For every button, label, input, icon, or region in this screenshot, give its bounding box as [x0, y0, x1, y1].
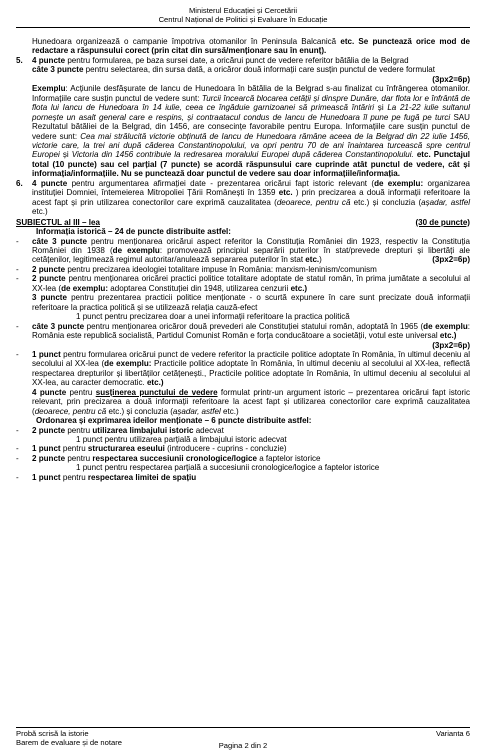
item-6-conclusion-words: așadar, astfel	[421, 197, 471, 207]
ordering-1-partial: 1 punct pentru utilizarea parțială a limbajului istoric adecvat	[76, 435, 287, 445]
intro-paragraph	[16, 37, 470, 56]
example-conj-1: și	[374, 103, 388, 113]
item-6-points: 4 puncte	[32, 178, 68, 188]
example-label: Exemplu	[32, 84, 66, 94]
ordering-3-text: pentru	[65, 453, 93, 463]
criterion-1-etc: etc.	[305, 255, 320, 265]
criterion-6-text: pentru formularea oricărui punct de vedere referitor la practicile politice adoptate în România, în ultimul deceniu al secolului al XX-lea (	[32, 349, 470, 369]
criterion-6	[16, 350, 470, 388]
bullet-dash: -	[16, 264, 19, 274]
item-5-score: (3px2=6p)	[432, 74, 470, 84]
intro-bold: etc. Se punctează orice mod de redactare a răspunsului corect (prin citat din sursă/menționare sau în enunț).	[32, 37, 470, 56]
bullet-dash: -	[16, 349, 19, 359]
subject-3-header	[16, 218, 470, 227]
item-6	[16, 179, 470, 217]
example-text: : Acțiunile desfășurate de Iancu de Hunedoara în bătălia de la Belgrad s-au finalizat cu înfrângerea otomanilor. Informațiile care susțin punctul de vedere sunt:	[32, 84, 470, 103]
criterion-5-etc: etc.)	[439, 331, 457, 341]
criterion-1-text-2: : promovează principiul separării puterilor în stat/prevede drepturi și libertăți ale cetățenilor, legitimează regimul autoritar/anulează separarea puterilor în stat	[32, 245, 470, 265]
example-quote-1: Turcii încearcă blocarea cetății și dinspre Dunăre, dar flota lor e înfrântă de flota lui Iancu de Hunedoara în 14 iulie, ceea ce îngăduie garnizoanei să primească întăriri	[32, 93, 470, 113]
criterion-1-example-label: de exemplu	[112, 245, 160, 255]
intro-text: Hunedoara organizează o campanie împotriva otomanilor în Peninsula Balcanică	[32, 37, 341, 46]
ordering-3	[16, 454, 470, 463]
criterion-4	[16, 293, 470, 312]
criterion-1-close: )	[319, 255, 322, 265]
criterion-3-text: pentru menționarea oricărei practici politice totalitare adoptate de statul român, în prima jumătate a secolului al XX-lea (	[32, 274, 470, 293]
subject-3-title: SUBIECTUL al III – lea	[16, 217, 100, 227]
ordering-3-key: respectarea succesiunii cronologice/logice	[92, 453, 257, 463]
item-5-points-2: câte 3 puncte	[32, 65, 84, 75]
criterion-1-score: (3px2=6p)	[432, 255, 470, 265]
item-6-text: pentru argumentarea afirmației date - prezentarea oricărui fapt istoric relevant (	[67, 178, 375, 188]
example-text-2: SAU Rezultatul bătăliei de la Belgrad, din 1456, are consecințe favorabile pentru Europa. Informațiile care susțin punctul de vedere sunt:	[32, 112, 470, 141]
criterion-1-text: pentru menționarea oricărui aspect referitor la Constituția României din 1923, respectiv la Constituția României din 1938 (	[32, 236, 470, 255]
ordering-4-points: 1 punct	[32, 472, 61, 482]
item-5-number: 5.	[16, 55, 23, 65]
bullet-dash: -	[16, 453, 19, 463]
criterion-7-text-4: etc.)	[220, 406, 239, 416]
ordering-2-text: pentru	[60, 444, 88, 454]
item-6-text-5: etc.)	[32, 207, 48, 217]
ordering-1	[16, 426, 470, 435]
criterion-3-text-2: adoptarea Constituției din 1948, utilizarea cenzurii	[108, 283, 291, 293]
subject-3-points: (30 de puncte)	[415, 217, 470, 227]
criterion-4-points: 3 puncte	[32, 293, 67, 303]
criterion-4-text: pentru prezentarea practicii politice menționate - o scurtă expunere în care sunt precizate două informații referitoare la practica politică și se utilizează relația cauză-efect	[32, 293, 470, 312]
criterion-3-example-label: de exemplu:	[61, 283, 109, 293]
criterion-6-etc: etc.)	[146, 378, 164, 388]
document-header	[0, 6, 486, 24]
item-6-connectors: deoarece, pentru că	[276, 197, 351, 207]
ordering-1-text: pentru	[65, 425, 93, 435]
criterion-7-points: 4 puncte	[32, 387, 67, 397]
criterion-7-conclusion-words: așadar, astfel	[172, 406, 221, 416]
ordering-1-key: utilizarea limbajului istoric	[92, 425, 194, 435]
criterion-5-example-label: de exemplu	[423, 321, 468, 331]
criterion-2	[16, 265, 470, 274]
item-6-number: 6.	[16, 178, 23, 188]
ordering-2-key: structurarea eseului	[87, 444, 165, 454]
ordering-2	[16, 444, 470, 453]
item-6-text-4: etc.) și concluzia (	[350, 197, 422, 207]
ordering-4	[16, 473, 470, 482]
footer-variant: Varianta 6	[435, 729, 470, 738]
criterion-1-points: câte 3 puncte	[32, 236, 87, 246]
criterion-7	[16, 388, 470, 416]
example-conj-2: și	[59, 150, 72, 160]
ordering-4-text: pentru	[60, 472, 88, 482]
ordering-2-points: 1 punct	[32, 444, 61, 454]
ordering-2-text-2: (introducere - cuprins - concluzie)	[164, 444, 287, 454]
item-6-etc: etc.	[278, 188, 293, 198]
footer-doc-type: Barem de evaluare și de notare	[16, 738, 122, 748]
item-5-text-2: pentru selectarea, din sursa dată, a oricăror două informații care susțin punctul de vedere formulat	[83, 65, 436, 75]
criterion-5-points: câte 3 puncte	[32, 321, 85, 331]
criterion-6-example-label: de exemplu:	[104, 359, 152, 369]
criterion-5-score: (3px2=6p)	[432, 340, 470, 350]
item-6-example-label: de exemplu:	[374, 178, 424, 188]
criterion-2-text: pentru precizarea ideologiei totalitare impuse în România: marxism-leninism/comunism	[65, 264, 377, 274]
page-number: Pagina 2 din 2	[218, 741, 268, 750]
bullet-dash: -	[16, 425, 19, 435]
bullet-dash: -	[16, 444, 19, 454]
criterion-5-text: pentru menționarea oricăror două prevederi ale Constituției statului român, adoptată în 1965 (	[84, 321, 424, 331]
bullet-dash: -	[16, 236, 19, 246]
section-historical-info: Informația istorică – 24 de puncte distribuite astfel:	[36, 227, 231, 237]
criterion-2-points: 2 puncte	[32, 264, 66, 274]
item-6-text-2: organizarea instituției Domniei, întemeierea Mitropoliei Țării Românești în 1359	[32, 178, 470, 198]
criterion-7-text: pentru	[66, 387, 96, 397]
item-5-points: 4 puncte	[32, 55, 66, 65]
item-5-text: pentru formularea, pe baza sursei date, a oricărui punct de vedere referitor bătălia de la Belgrad	[65, 55, 409, 65]
ordering-3-partial: 1 punct pentru respectarea parțială a succesiunii cronologice/logice a faptelor istorice	[76, 463, 380, 473]
ordering-3-points: 2 puncte	[32, 453, 66, 463]
ordering-1-points: 2 puncte	[32, 425, 66, 435]
item-5-scoring-note: Punctajul total (10 puncte) sau cel parțial (7 puncte) se acordă răspunsului care cuprinde atât punctul de vedere, cât și informația/informațiile. Nu se punctează doar punctul de vedere sau doar informațiile/informația.	[32, 150, 470, 179]
footer-divider	[16, 727, 470, 728]
criterion-6-text-2: Practicile politice adoptate în România, în ultimul deceniu al secolului al XX-lea, reflectă respectarea drepturilor și libertăților cetățenești., Practicile politice adoptate în România, în ultimul deceniu al secolului al XX-lea, au caracter democratic.	[32, 359, 470, 388]
footer-exam-name: Probă scrisă la istorie	[16, 729, 89, 738]
document-body	[16, 37, 470, 482]
criterion-3-etc: etc.)	[290, 283, 308, 293]
ordering-3-text-2: a faptelor istorice	[256, 453, 321, 463]
criterion-7-key-phrase: susținerea punctului de vedere	[95, 387, 218, 397]
ordering-1-text-2: adecvat	[193, 425, 224, 435]
criterion-5-text-2: : România este republică socialistă, Partidul Comunist Român e forța conducătoare a societății, votul este universal	[32, 321, 470, 341]
bullet-dash: -	[16, 472, 19, 482]
header-center: Centrul Național de Politici și Evaluare în Educație	[158, 15, 328, 25]
example-quote-4: Victoria din 1456 contribuie la redresarea moralului Europei după căderea Constantinopolului.	[71, 150, 414, 160]
section-ordering: Ordonarea și exprimarea ideilor menționate – 6 puncte distribuite astfel:	[36, 416, 312, 426]
example-quote-3: Cea mai strălucită victorie obținută de Iancu de Hunedoara rămâne aceea de la Belgrad din 22 iulie 1456, victorie care, la trei ani după căderea Constantinopolului, va opri pentru 70 de ani înaintarea turcească spre centrul Europei	[32, 131, 470, 160]
bullet-dash: -	[16, 321, 19, 331]
criterion-5	[16, 322, 470, 350]
header-divider	[16, 27, 470, 28]
bullet-dash: -	[16, 274, 19, 284]
criterion-7-text-2: formulat printr-un argument istoric – prezentarea oricărui fapt istoric relevant, prin precizarea a două informații referitoare la acest fapt și utilizarea conectorilor care exprimă cauzalitatea (	[32, 387, 470, 416]
criterion-3-points: 2 puncte	[32, 274, 66, 284]
criterion-6-points: 1 punct	[32, 349, 61, 359]
header-ministry: Ministerul Educației și Cercetării	[188, 6, 298, 15]
criterion-7-text-3: etc.) și concluzia (	[106, 406, 173, 416]
criterion-4-partial: 1 punct pentru precizarea doar a unei informații referitoare la practica politică	[76, 312, 350, 322]
item-6-text-3: ) prin precizarea a două informații referitoare la acest fapt și prin utilizarea conectorilor care exprimă cauzalitatea (	[32, 188, 470, 207]
example-etc: etc.	[413, 150, 431, 160]
ordering-4-key: respectarea limitei de spațiu	[87, 472, 197, 482]
criterion-1	[16, 237, 470, 265]
criterion-7-connectors: deoarece, pentru că	[34, 406, 107, 416]
criterion-3	[16, 274, 470, 293]
example-quote-2: La 21-22 iulie sultanul pornește un asalt general care e respins, și contraatacul condus de Iancu de Hunedoara îl pune pe fugă pe turci	[32, 103, 470, 122]
item-5	[16, 56, 470, 179]
